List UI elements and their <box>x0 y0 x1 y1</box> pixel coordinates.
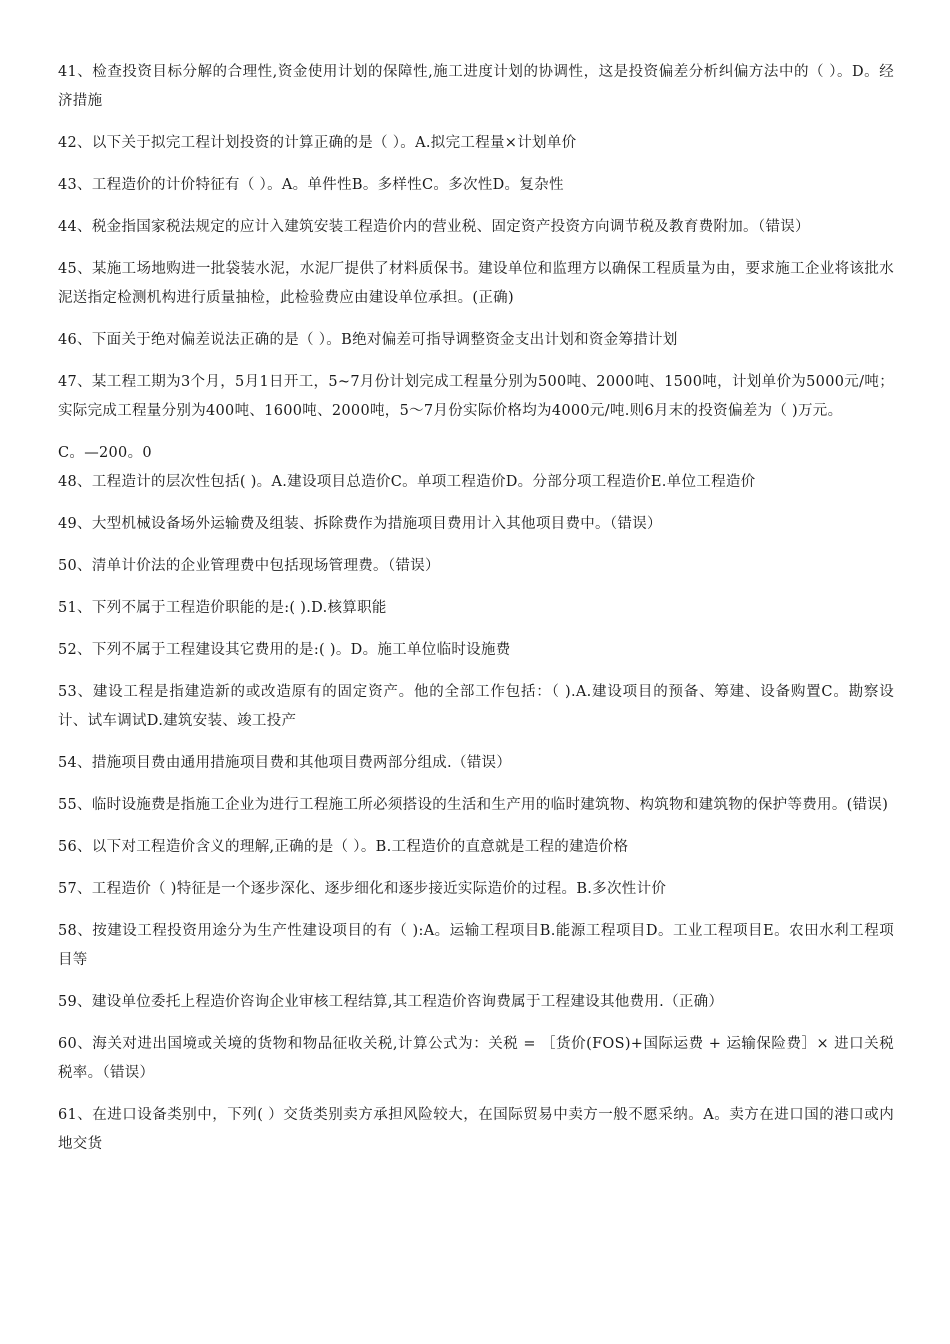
question-48: 48、工程造计的层次性包括( )。A.建设项目总造价C。单项工程造价D。分部分项工程造价E.单位工程造价 <box>58 474 756 490</box>
question-42: 42、以下关于拟完工程计划投资的计算正确的是（ ）。A.拟完工程量×计划单价 <box>58 135 577 151</box>
question-46: 46、下面关于绝对偏差说法正确的是（ ）。B绝对偏差可指导调整资金支出计划和资金筹措计划 <box>58 332 678 348</box>
question-47-answer: C。—200。0 <box>58 445 152 461</box>
question-55: 55、临时设施费是指施工企业为进行工程施工所必须搭设的生活和生产用的临时建筑物、构筑物和建筑物的保护等费用。(错误) <box>58 797 889 813</box>
question-56: 56、以下对工程造价含义的理解,正确的是（ ）。B.工程造价的直意就是工程的建造价格 <box>58 839 629 855</box>
question-45: 45、某施工场地购进一批袋装水泥，水泥厂提供了材料质保书。建设单位和监理方以确保工程质量为由，要求施工企业将该批水泥送指定检测机构进行质量抽检，此检验费应由建设单位承担。(正确) <box>58 261 894 306</box>
question-60: 60、海关对进出国境或关境的货物和物品征收关税,计算公式为：关税 = ［货价(FOS)+国际运费 + 运输保险费］× 进口关税税率。（错误） <box>58 1036 894 1081</box>
question-61: 61、在进口设备类别中，下列( ）交货类别卖方承担风险较大，在国际贸易中卖方一般不愿采纳。A。卖方在进口国的港口或内地交货 <box>58 1107 894 1152</box>
question-50: 50、清单计价法的企业管理费中包括现场管理费。（错误） <box>58 558 440 574</box>
question-44: 44、税金指国家税法规定的应计入建筑安装工程造价内的营业税、固定资产投资方向调节税及教育费附加。（错误） <box>58 219 810 235</box>
document-page <box>58 58 894 1172</box>
question-51: 51、下列不属于工程造价职能的是:( ).D.核算职能 <box>58 600 387 616</box>
question-47: 47、某工程工期为3个月，5月1日开工，5~7月份计划完成工程量分别为500吨、2000吨、1500吨，计划单价为5000元/吨；实际完成工程量分别为400吨、1600吨、2000吨，5～7月份实际价格均为4000元/吨.则6月末的投资偏差为（ )万元。 <box>58 374 894 419</box>
question-59: 59、建设单位委托上程造价咨询企业审核工程结算,其工程造价咨询费属于工程建设其他费用.（正确） <box>58 994 724 1010</box>
question-41: 41、检查投资目标分解的合理性,资金使用计划的保障性,施工进度计划的协调性，这是投资偏差分析纠偏方法中的（ ）。D。经济措施 <box>58 64 894 109</box>
question-58: 58、按建设工程投资用途分为生产性建设项目的有（ ):A。运输工程项目B.能源工程项目D。工业工程项目E。农田水利工程项目等 <box>58 923 894 968</box>
question-54: 54、措施项目费由通用措施项目费和其他项目费两部分组成.（错误） <box>58 755 512 771</box>
question-52: 52、下列不属于工程建设其它费用的是:( )。D。施工单位临时设施费 <box>58 642 511 658</box>
question-43: 43、工程造价的计价特征有（ ）。A。单件性B。多样性C。多次性D。复杂性 <box>58 177 564 193</box>
question-57: 57、工程造价（ )特征是一个逐步深化、逐步细化和逐步接近实际造价的过程。B.多次性计价 <box>58 881 667 897</box>
question-53: 53、建设工程是指建造新的或改造原有的固定资产。他的全部工作包括：（ ).A.建设项目的预备、筹建、设备购置C。勘察设计、试车调试D.建筑安装、竣工投产 <box>58 684 894 729</box>
question-49: 49、大型机械设备场外运输费及组装、拆除费作为措施项目费用计入其他项目费中。（错误） <box>58 516 662 532</box>
